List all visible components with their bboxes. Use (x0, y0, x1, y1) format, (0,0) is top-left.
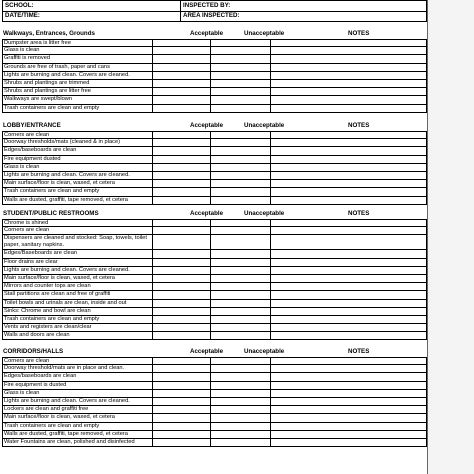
notes-column-header: NOTES (348, 30, 370, 37)
notes-cell[interactable] (271, 188, 426, 195)
section-title: STUDENT/PUBLIC RESTROOMS (3, 210, 99, 217)
acceptable-cell[interactable] (153, 180, 211, 187)
acceptable-cell[interactable] (153, 382, 211, 389)
checklist-item-label: Dispensers are cleaned and stocked: Soap, towels, toilet paper, sanitary napkins. (3, 235, 153, 249)
acceptable-column-header: Acceptable (190, 348, 224, 355)
checklist-row (2, 96, 427, 104)
checklist-item-label: Corners are clean (3, 132, 153, 138)
checklist-item-label: Walls and doors are clean (3, 332, 153, 339)
notes-cell[interactable] (271, 197, 426, 204)
checklist-row (2, 439, 427, 447)
section-header (2, 209, 427, 219)
notes-cell[interactable] (271, 88, 426, 95)
unacceptable-cell[interactable] (211, 382, 271, 389)
acceptable-cell[interactable] (153, 197, 211, 204)
notes-cell[interactable] (271, 96, 426, 103)
unacceptable-cell[interactable] (211, 147, 271, 154)
acceptable-cell[interactable] (153, 105, 211, 112)
checklist-item-label: Main surface/floor is clean, waxed, et cetera (3, 414, 153, 421)
notes-cell[interactable] (271, 180, 426, 187)
acceptable-cell[interactable] (153, 55, 211, 62)
checklist-item-label: Lockers are clean and graffiti free (3, 406, 153, 413)
checklist-row (2, 357, 427, 365)
acceptable-cell[interactable] (153, 220, 211, 226)
checklist-row (2, 197, 427, 205)
unacceptable-cell[interactable] (211, 55, 271, 62)
checklist-item-label: Walls are dusted, graffiti, tape removed, et cetera (3, 431, 153, 438)
checklist-row (2, 219, 427, 227)
notes-cell[interactable] (271, 105, 426, 112)
notes-cell[interactable] (271, 283, 426, 290)
acceptable-cell[interactable] (153, 72, 211, 79)
checklist-item-label: Fire equipment is dusted (3, 382, 153, 389)
acceptable-cell[interactable] (153, 291, 211, 298)
checklist-row (2, 180, 427, 188)
checklist-item-label: Lights are burning and clean. Covers are cleaned. (3, 172, 153, 179)
notes-cell[interactable] (271, 132, 426, 138)
checklist-row (2, 131, 427, 139)
checklist-item-label: Lights are burning and clean. Covers are cleaned. (3, 72, 153, 79)
checklist-row (2, 382, 427, 390)
checklist-row (2, 431, 427, 439)
notes-cell[interactable] (271, 300, 426, 307)
unacceptable-cell[interactable] (211, 47, 271, 54)
unacceptable-cell[interactable] (211, 291, 271, 298)
notes-cell[interactable] (271, 227, 426, 234)
section-header (2, 347, 427, 357)
unacceptable-cell[interactable] (211, 172, 271, 179)
checklist-row (2, 365, 427, 373)
notes-cell[interactable] (271, 382, 426, 389)
checklist-item-label: Floor drains are clear (3, 259, 153, 266)
checklist-item-label: Water Fountains are clean, polished and disinfected (3, 439, 153, 446)
unacceptable-cell[interactable] (211, 406, 271, 413)
checklist-item-label: Fire equipment dusted (3, 156, 153, 163)
checklist-item-label: Dumpster area is litter free (3, 40, 153, 46)
inspected-by-label: INSPECTED BY: (183, 2, 231, 9)
unacceptable-column-header: Unacceptable (244, 122, 285, 129)
acceptable-cell[interactable] (153, 47, 211, 54)
unacceptable-cell[interactable] (211, 227, 271, 234)
unacceptable-cell[interactable] (211, 96, 271, 103)
unacceptable-cell[interactable] (211, 390, 271, 397)
checklist-item-label: Main surface/floor is clean, waxed, et cetera (3, 180, 153, 187)
notes-cell[interactable] (271, 316, 426, 323)
unacceptable-cell[interactable] (211, 358, 271, 364)
unacceptable-cell[interactable] (211, 188, 271, 195)
acceptable-cell[interactable] (153, 259, 211, 266)
acceptable-cell[interactable] (153, 188, 211, 195)
notes-cell[interactable] (271, 156, 426, 163)
unacceptable-cell[interactable] (211, 439, 271, 446)
checklist-item-label: Walkways are swept/blown (3, 96, 153, 103)
checklist-row (2, 80, 427, 88)
checklist-row (2, 147, 427, 155)
checklist-row (2, 227, 427, 235)
checklist-section (2, 209, 427, 340)
checklist-item-label: Lights are burning and clean. Covers are cleaned. (3, 398, 153, 405)
unacceptable-cell[interactable] (211, 259, 271, 266)
section-title: LOBBY/ENTRANCE (3, 122, 61, 129)
acceptable-cell[interactable] (153, 406, 211, 413)
unacceptable-column-header: Unacceptable (244, 348, 285, 355)
unacceptable-cell[interactable] (211, 180, 271, 187)
unacceptable-cell[interactable] (211, 324, 271, 331)
checklist-row (2, 235, 427, 250)
acceptable-cell[interactable] (153, 439, 211, 446)
checklist-row (2, 55, 427, 63)
acceptable-cell[interactable] (153, 390, 211, 397)
checklist-row (2, 64, 427, 72)
checklist-item-label: Corners are clean (3, 358, 153, 364)
checklist-row (2, 316, 427, 324)
notes-cell[interactable] (271, 47, 426, 54)
acceptable-cell[interactable] (153, 96, 211, 103)
acceptable-cell[interactable] (153, 250, 211, 257)
notes-cell[interactable] (271, 324, 426, 331)
notes-cell[interactable] (271, 64, 426, 71)
unacceptable-cell[interactable] (211, 308, 271, 315)
checklist-item-label: Corners are clean (3, 227, 153, 234)
notes-cell[interactable] (271, 275, 426, 282)
unacceptable-column-header: Unacceptable (244, 210, 285, 217)
acceptable-cell[interactable] (153, 275, 211, 282)
checklist-item-label: Vents and registers are clean/clear (3, 324, 153, 331)
acceptable-cell[interactable] (153, 139, 211, 146)
checklist-row (2, 88, 427, 96)
checklist-item-label: Doorway thresholds/mats (cleaned & in place) (3, 139, 153, 146)
unacceptable-cell[interactable] (211, 250, 271, 257)
checklist-item-label: Shrubs and plantings are trimmed (3, 80, 153, 87)
unacceptable-cell[interactable] (211, 283, 271, 290)
checklist-row (2, 259, 427, 267)
acceptable-cell[interactable] (153, 267, 211, 274)
section-title: Walkways, Entrances, Grounds (3, 30, 95, 37)
checklist-row (2, 332, 427, 340)
checklist-item-label: Glass is clean (3, 164, 153, 171)
unacceptable-cell[interactable] (211, 132, 271, 138)
checklist-row (2, 250, 427, 258)
checklist-row (2, 308, 427, 316)
checklist-row (2, 373, 427, 381)
acceptable-cell[interactable] (153, 164, 211, 171)
checklist-item-label: Stall partitions are clean and free of graffiti (3, 291, 153, 298)
notes-cell[interactable] (271, 398, 426, 405)
acceptable-cell[interactable] (153, 373, 211, 380)
unacceptable-cell[interactable] (211, 220, 271, 226)
checklist-row (2, 164, 427, 172)
unacceptable-column-header: Unacceptable (244, 30, 285, 37)
school-label: SCHOOL: (5, 2, 34, 9)
acceptable-cell[interactable] (153, 316, 211, 323)
checklist-item-label: Mirrors and counter tops are clean (3, 283, 153, 290)
area-inspected-label: AREA INSPECTED: (183, 12, 240, 19)
checklist-row (2, 47, 427, 55)
checklist-item-label: Edges/baseboards are clean (3, 147, 153, 154)
notes-cell[interactable] (271, 72, 426, 79)
notes-cell[interactable] (271, 291, 426, 298)
acceptable-column-header: Acceptable (190, 122, 224, 129)
acceptable-cell[interactable] (153, 156, 211, 163)
notes-cell[interactable] (271, 250, 426, 257)
notes-cell[interactable] (271, 259, 426, 266)
checklist-item-label: Shrubs and plantings are litter free (3, 88, 153, 95)
unacceptable-cell[interactable] (211, 398, 271, 405)
notes-cell[interactable] (271, 308, 426, 315)
page-margin (427, 0, 474, 474)
checklist-section (2, 121, 427, 205)
notes-cell[interactable] (271, 267, 426, 274)
unacceptable-cell[interactable] (211, 80, 271, 87)
notes-cell[interactable] (271, 358, 426, 364)
checklist-row (2, 406, 427, 414)
checklist-item-label: Walls are dusted, graffiti, tape removed, et cetera (3, 197, 153, 204)
checklist-item-label: Glass is clean (3, 390, 153, 397)
checklist-section (2, 29, 427, 113)
notes-cell[interactable] (271, 147, 426, 154)
unacceptable-cell[interactable] (211, 300, 271, 307)
notes-cell[interactable] (271, 80, 426, 87)
notes-cell[interactable] (271, 220, 426, 226)
unacceptable-cell[interactable] (211, 72, 271, 79)
checklist-row (2, 275, 427, 283)
section-header (2, 121, 427, 131)
notes-cell[interactable] (271, 332, 426, 339)
unacceptable-cell[interactable] (211, 105, 271, 112)
notes-cell[interactable] (271, 423, 426, 430)
checklist-row (2, 156, 427, 164)
checklist-row (2, 398, 427, 406)
acceptable-column-header: Acceptable (190, 30, 224, 37)
unacceptable-cell[interactable] (211, 275, 271, 282)
checklist-item-label: Trash containers are clean and empty (3, 188, 153, 195)
acceptable-column-header: Acceptable (190, 210, 224, 217)
checklist-item-label: Edges/baseboards are clean (3, 373, 153, 380)
checklist-row (2, 188, 427, 196)
acceptable-cell[interactable] (153, 358, 211, 364)
acceptable-cell[interactable] (153, 283, 211, 290)
checklist-row (2, 324, 427, 332)
acceptable-cell[interactable] (153, 172, 211, 179)
checklist-item-label: Edges/Baseboards are clean (3, 250, 153, 257)
notes-column-header: NOTES (348, 348, 370, 355)
notes-cell[interactable] (271, 40, 426, 46)
notes-cell[interactable] (271, 439, 426, 446)
checklist-row (2, 72, 427, 80)
notes-cell[interactable] (271, 139, 426, 146)
unacceptable-cell[interactable] (211, 64, 271, 71)
checklist-item-label: Doorway threshold/mats are in place and clean. (3, 365, 153, 372)
notes-cell[interactable] (271, 373, 426, 380)
unacceptable-cell[interactable] (211, 197, 271, 204)
notes-cell[interactable] (271, 414, 426, 421)
unacceptable-cell[interactable] (211, 332, 271, 339)
date-time-label: DATE/TIME: (5, 12, 40, 19)
checklist-row (2, 105, 427, 113)
checklist-row (2, 423, 427, 431)
acceptable-cell[interactable] (153, 80, 211, 87)
unacceptable-cell[interactable] (211, 316, 271, 323)
acceptable-cell[interactable] (153, 398, 211, 405)
unacceptable-cell[interactable] (211, 431, 271, 438)
checklist-row (2, 390, 427, 398)
unacceptable-cell[interactable] (211, 267, 271, 274)
checklist-item-label: Trash containers are clean and empty (3, 316, 153, 323)
section-title: CORRIDORS/HALLS (3, 348, 64, 355)
notes-cell[interactable] (271, 390, 426, 397)
checklist-row (2, 267, 427, 275)
checklist-row (2, 291, 427, 299)
unacceptable-cell[interactable] (211, 88, 271, 95)
checklist-item-label: Glass is clean (3, 47, 153, 54)
unacceptable-cell[interactable] (211, 40, 271, 46)
checklist-row (2, 139, 427, 147)
notes-column-header: NOTES (348, 210, 370, 217)
section-header (2, 29, 427, 39)
notes-cell[interactable] (271, 164, 426, 171)
acceptable-cell[interactable] (153, 235, 211, 249)
checklist-row (2, 300, 427, 308)
unacceptable-cell[interactable] (211, 414, 271, 421)
checklist-row (2, 39, 427, 47)
unacceptable-cell[interactable] (211, 365, 271, 372)
acceptable-cell[interactable] (153, 147, 211, 154)
acceptable-cell[interactable] (153, 332, 211, 339)
notes-cell[interactable] (271, 406, 426, 413)
unacceptable-cell[interactable] (211, 373, 271, 380)
notes-cell[interactable] (271, 235, 426, 249)
unacceptable-cell[interactable] (211, 139, 271, 146)
acceptable-cell[interactable] (153, 423, 211, 430)
checklist-item-label: Sinks: Chrome and bowl are clean (3, 308, 153, 315)
notes-cell[interactable] (271, 365, 426, 372)
checklist-row (2, 172, 427, 180)
checklist-item-label: Lights are burning and clean. Covers are cleaned. (3, 267, 153, 274)
acceptable-cell[interactable] (153, 431, 211, 438)
checklist-item-label: Main surface/floor is clean, waxed, et cetera (3, 275, 153, 282)
unacceptable-cell[interactable] (211, 164, 271, 171)
checklist-item-label: Trash containers are clean and empty (3, 423, 153, 430)
acceptable-cell[interactable] (153, 308, 211, 315)
checklist-section (2, 347, 427, 447)
notes-cell[interactable] (271, 172, 426, 179)
acceptable-cell[interactable] (153, 132, 211, 138)
checklist-row (2, 283, 427, 291)
checklist-item-label: Chrome is shined (3, 220, 153, 226)
acceptable-cell[interactable] (153, 40, 211, 46)
acceptable-cell[interactable] (153, 414, 211, 421)
acceptable-cell[interactable] (153, 324, 211, 331)
acceptable-cell[interactable] (153, 300, 211, 307)
inspection-header-box (2, 0, 427, 22)
checklist-item-label: Grounds are free of trash, paper and cans (3, 64, 153, 71)
checklist-item-label: Graffiti is removed (3, 55, 153, 62)
notes-cell[interactable] (271, 55, 426, 62)
acceptable-cell[interactable] (153, 64, 211, 71)
acceptable-cell[interactable] (153, 365, 211, 372)
unacceptable-cell[interactable] (211, 235, 271, 249)
acceptable-cell[interactable] (153, 227, 211, 234)
checklist-item-label: Toilet bowls and urinals are clean, inside and out (3, 300, 153, 307)
acceptable-cell[interactable] (153, 88, 211, 95)
checklist-row (2, 414, 427, 422)
unacceptable-cell[interactable] (211, 156, 271, 163)
unacceptable-cell[interactable] (211, 423, 271, 430)
notes-cell[interactable] (271, 431, 426, 438)
checklist-item-label: Trash containers are clean and empty (3, 105, 153, 112)
notes-column-header: NOTES (348, 122, 370, 129)
